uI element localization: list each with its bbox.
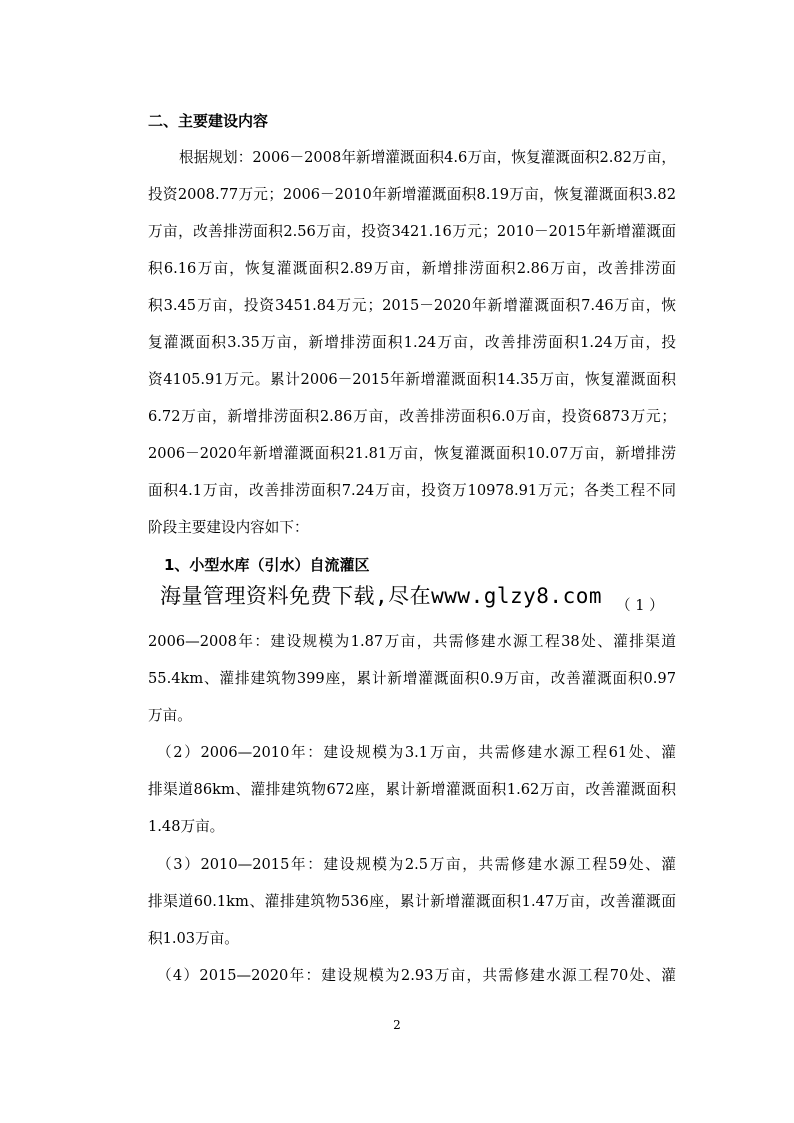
paragraph-line: 投资2008.77万元；2006－2010年新增灌溉面积8.19万亩，恢复灌溉面积3.82	[148, 186, 676, 203]
item-line: （2）2006—2010年：建设规模为3.1万亩，共需修建水源工程61处、灌	[157, 744, 676, 761]
paragraph-line: 资4105.91万元。累计2006－2015年新增灌溉面积14.35万亩，恢复灌溉面积	[148, 371, 676, 388]
item-line: 排渠道86km、灌排建筑物672座，累计新增灌溉面积1.62万亩，改善灌溉面积	[148, 781, 676, 798]
item-number: （ 1 ）	[616, 597, 664, 614]
watermark-text: 海量管理资料免费下载,尽在www.glzy8.com	[160, 584, 603, 608]
paragraph-line: 6.72万亩，新增排涝面积2.86万亩，改善排涝面积6.0万亩，投资6873万元；	[148, 408, 676, 425]
paragraph-line: 2006－2020年新增灌溉面积21.81万亩，恢复灌溉面积10.07万亩，新增排涝	[148, 445, 676, 462]
paragraph-line: 面积4.1万亩，改善排涝面积7.24万亩，投资万10978.91万元；各类工程不同	[148, 482, 676, 499]
paragraph-line: 积6.16万亩，恢复灌溉面积2.89万亩，新增排涝面积2.86万亩，改善排涝面	[148, 260, 676, 277]
paragraph-line: 阶段主要建设内容如下：	[148, 519, 309, 536]
item-line: 1.48万亩。	[148, 818, 225, 835]
item-line: 排渠道60.1km、灌排建筑物536座，累计新增灌溉面积1.47万亩，改善灌溉面	[148, 893, 676, 910]
paragraph-line: 复灌溉面积3.35万亩，新增排涝面积1.24万亩，改善排涝面积1.24万亩，投	[148, 334, 676, 351]
paragraph-line: 根据规划：2006－2008年新增灌溉面积4.6万亩，恢复灌溉面积2.82万亩，	[179, 149, 676, 166]
item-line: 积1.03万亩。	[148, 930, 239, 947]
paragraph-line: 万亩，改善排涝面积2.56万亩，投资3421.16万元；2010－2015年新增灌溉面	[148, 223, 676, 240]
item-line: （4）2015—2020年：建设规模为2.93万亩，共需修建水源工程70处、灌	[157, 967, 676, 984]
item-line: 55.4km、灌排建筑物399座，累计新增灌溉面积0.9万亩，改善灌溉面积0.97	[148, 670, 676, 687]
item-line: （3）2010—2015年：建设规模为2.5万亩，共需修建水源工程59处、灌	[157, 856, 676, 873]
item-line: 万亩。	[148, 707, 192, 724]
paragraph-line: 积3.45万亩，投资3451.84万元；2015－2020年新增灌溉面积7.46万亩，恢	[148, 297, 676, 314]
item-line: 2006—2008年：建设规模为1.87万亩，共需修建水源工程38处、灌排渠道	[148, 633, 676, 650]
page-number: 2	[393, 1018, 401, 1032]
section-heading: 二、主要建设内容	[148, 112, 269, 130]
subsection-heading: 1、小型水库（引水）自流灌区	[164, 556, 370, 574]
